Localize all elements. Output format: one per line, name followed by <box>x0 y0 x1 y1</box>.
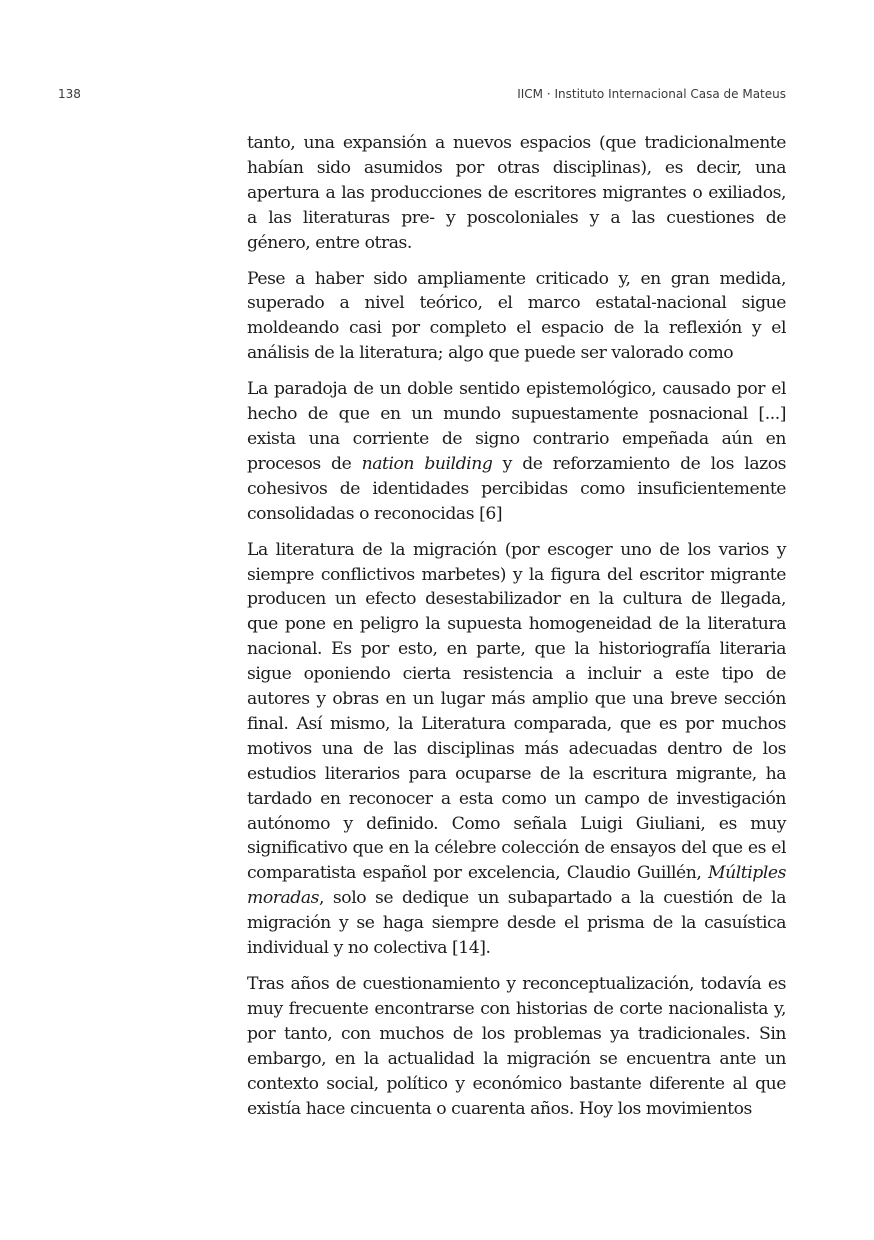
paragraph: Tras años de cuestionamiento y reconceptualización, todavía es muy frecuente encontrarse con historias de corte nacionalista y, por tanto, con muchos de los problemas ya tradicionales. Sin embargo, en la actualidad la migración se encuentra ante un contexto social, político y económico bastante diferente al que existía hace cincuenta o cuarenta años. Hoy los movimientos <box>247 974 786 1119</box>
paragraph-text: La literatura de la migración (por escoger uno de los varios y siempre conflictivos marbetes) y la figura del escritor migrante producen un efecto desestabilizador en la cultura de llegada, que pone en peligro la supuesta homogeneidad de la literatura nacional. Es por esto, en parte, que la historiografía literaria sigue oponiendo cierta resistencia a incluir a este tipo de autores y obras en un lugar más amplio que una breve sección final. Así mismo, la Literatura comparada, que es por muchos motivos una de las disciplinas más adecuadas dentro de los estudios literarios para ocuparse de la escritura migrante, ha tardado en reconocer a esta como un campo de investigación autónomo y definido. Como señala Luigi Giuliani, es muy significativo que en la célebre colección de ensayos del que es el comparatista español por excelencia, Claudio Guillén, <box>247 539 786 884</box>
running-header <box>58 87 786 105</box>
body-text <box>247 131 786 1132</box>
italic-book-title: Múltiples moradas <box>247 863 786 909</box>
paragraph-text: , solo se dedique un subapartado a la cuestión de la migración y se haga siempre desde el prisma de la casuística individual y no colectiva [14]. <box>247 888 786 959</box>
page-number: 138 <box>58 87 81 101</box>
journal-name: IICM · Instituto Internacional Casa de Mateus <box>517 87 786 101</box>
paragraph-text: La paradoja de un doble sentido epistemológico, causado por el hecho de que en un mundo supuestamente posnacional [...] exista una corriente de signo contrario empeñada aún en procesos de <box>247 379 786 474</box>
paragraph: Pese a haber sido ampliamente criticado y, en gran medida, superado a nivel teórico, el marco estatal-nacional sigue moldeando casi por completo el espacio de la reflexión y el análisis de la literatura; algo que puede ser valorado como <box>247 268 786 364</box>
paragraph <box>247 538 786 961</box>
paragraph: tanto, una expansión a nuevos espacios (que tradicionalmente habían sido asumidos por otras disciplinas), es decir, una apertura a las producciones de escritores migrantes o exiliados, a las literaturas pre- y poscoloniales y a las cuestiones de género, entre otras. <box>247 133 786 253</box>
quote-paragraph <box>247 377 786 526</box>
paragraph-text: y de reforzamiento de los lazos cohesivos de identidades percibidas como insuficientemente consolidadas o reconocidas [6] <box>247 453 786 524</box>
italic-term: nation building <box>361 453 493 474</box>
